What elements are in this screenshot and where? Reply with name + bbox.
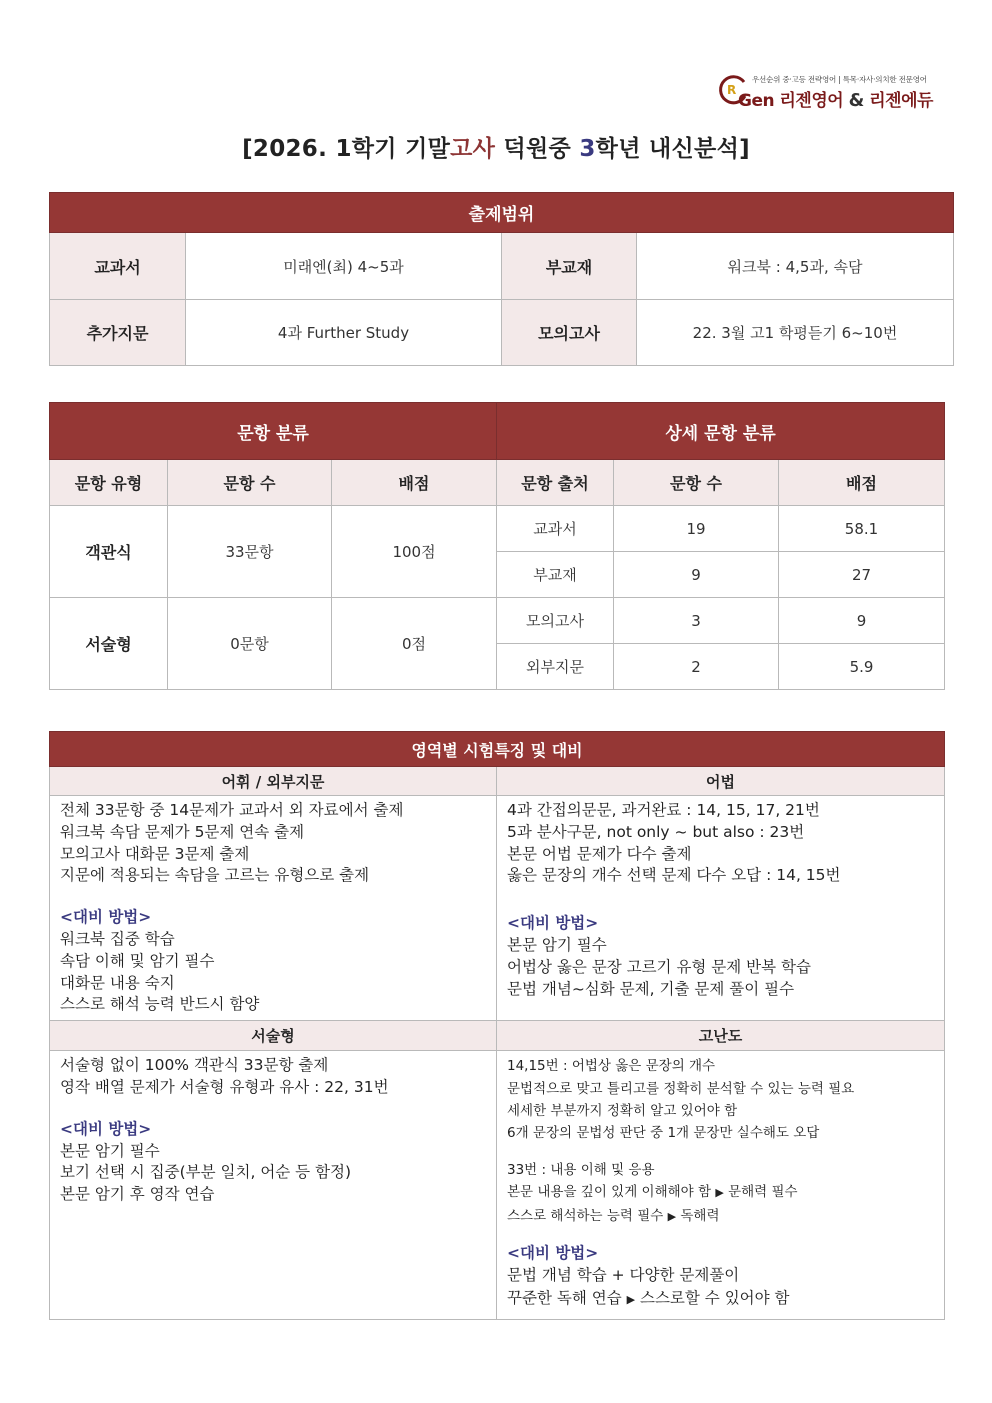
features-table xyxy=(49,731,945,1320)
column-header: 문항 수 xyxy=(168,460,332,506)
grammar-prep-line: 문법 개념~심화 문제, 기출 문제 풀이 필수 xyxy=(507,979,795,998)
logo-tagline: 우선순위 중·고등 전략영어 | 특목·자사·의치한 전문영어 xyxy=(752,75,927,84)
question-count: 33문항 xyxy=(168,506,332,598)
features-header: 영역별 시험특징 및 대비 xyxy=(50,732,945,767)
grammar-prep-line: 어법상 옳은 문장 고르기 유형 문제 반복 학습 xyxy=(507,957,812,976)
difficulty-line: 문법적으로 맞고 틀리고를 정확히 분석할 수 있는 능력 필요 xyxy=(507,1080,855,1097)
arrow-right-icon: ▶ xyxy=(626,1292,636,1306)
vocab-section-title: 어휘 / 외부지문 xyxy=(50,767,497,796)
classification-header: 문항 분류 xyxy=(50,403,497,460)
column-header: 문항 출처 xyxy=(497,460,614,506)
essay-prep-title: <대비 방법> xyxy=(60,1119,152,1138)
table-row xyxy=(50,300,954,366)
table-row xyxy=(50,506,945,552)
detail-score: 9 xyxy=(779,598,945,644)
essay-line: 서술형 없이 100% 객관식 33문항 출제 xyxy=(60,1056,329,1075)
logo xyxy=(718,70,948,112)
logo-brand: Gen 리젠영어 & 리젠에듀 xyxy=(738,90,933,111)
exam-scope-table xyxy=(49,192,954,366)
question-score: 0점 xyxy=(332,598,497,690)
column-header: 문항 유형 xyxy=(50,460,168,506)
essay-prep-line: 보기 선택 시 집중(부분 일치, 어순 등 함정) xyxy=(60,1163,352,1182)
grammar-line: 4과 간접의문문, 과거완료 : 14, 15, 17, 21번 xyxy=(507,801,820,819)
scope-label: 모의고사 xyxy=(502,300,637,366)
essay-section-body xyxy=(50,1051,497,1320)
grammar-prep-title: <대비 방법> xyxy=(507,914,599,933)
vocab-prep-line: 스스로 해석 능력 반드시 함양 xyxy=(60,995,260,1014)
vocab-prep-line: 대화문 내용 숙지 xyxy=(60,973,175,992)
svg-text:R: R xyxy=(727,83,737,97)
vocab-prep-line: 속담 이해 및 암기 필수 xyxy=(60,951,215,970)
vocab-line: 워크북 속담 문제가 5문제 연속 출제 xyxy=(60,822,305,841)
vocab-prep-line: 워크북 집중 학습 xyxy=(60,929,175,948)
vocab-line: 지문에 적용되는 속담을 고르는 유형으로 출제 xyxy=(60,866,370,885)
scope-value: 4과 Further Study xyxy=(186,300,502,366)
detail-score: 27 xyxy=(779,552,945,598)
difficulty-section-body xyxy=(497,1051,945,1320)
grammar-prep-line: 본문 암기 필수 xyxy=(507,935,607,954)
scope-label: 교과서 xyxy=(50,233,186,300)
scope-label: 부교재 xyxy=(502,233,637,300)
question-type: 서술형 xyxy=(50,598,168,690)
exam-scope-header: 출제범위 xyxy=(50,193,954,233)
vocab-prep-title: <대비 방법> xyxy=(60,908,152,927)
grammar-section-body xyxy=(497,796,945,1021)
detail-count: 19 xyxy=(614,506,779,552)
question-score: 100점 xyxy=(332,506,497,598)
table-row xyxy=(50,233,954,300)
column-header: 배점 xyxy=(779,460,945,506)
difficulty-line: 33번 : 내용 이해 및 응용 xyxy=(507,1161,655,1178)
arrow-right-icon: ▶ xyxy=(667,1209,677,1223)
detail-score: 58.1 xyxy=(779,506,945,552)
arrow-right-icon: ▶ xyxy=(715,1186,724,1200)
scope-label: 추가지문 xyxy=(50,300,186,366)
page-title: [2026. 1학기 기말고사 덕원중 3학년 내신분석] xyxy=(242,136,750,162)
scope-value: 22. 3월 고1 학평듣기 6~10번 xyxy=(637,300,954,366)
detail-count: 3 xyxy=(614,598,779,644)
grammar-section-title: 어법 xyxy=(497,767,945,796)
essay-line: 영작 배열 문제가 서술형 유형과 유사 : 22, 31번 xyxy=(60,1077,389,1096)
vocab-line: 전체 33문항 중 14문제가 교과서 외 자료에서 출제 xyxy=(60,801,404,819)
difficulty-line: 6개 문장의 문법성 판단 중 1개 문장만 실수해도 오답 xyxy=(507,1125,820,1142)
difficulty-prep-title: <대비 방법> xyxy=(507,1244,599,1263)
difficulty-line: 14,15번 : 어법상 옳은 문장의 개수 xyxy=(507,1058,716,1075)
question-classification-table xyxy=(49,402,945,690)
difficulty-prep-line: 꾸준한 독해 연습 ▶ 스스로할 수 있어야 함 xyxy=(507,1288,790,1307)
detail-count: 9 xyxy=(614,552,779,598)
vocab-section-body xyxy=(50,796,497,1021)
detail-source: 외부지문 xyxy=(497,644,614,690)
scope-value: 워크북 : 4,5과, 속담 xyxy=(637,233,954,300)
question-type: 객관식 xyxy=(50,506,168,598)
detail-source: 교과서 xyxy=(497,506,614,552)
table-row xyxy=(50,598,945,644)
scope-value: 미래엔(최) 4~5과 xyxy=(186,233,502,300)
vocab-line: 모의고사 대화문 3문제 출제 xyxy=(60,844,250,863)
detail-source: 부교재 xyxy=(497,552,614,598)
column-header: 문항 수 xyxy=(614,460,779,506)
essay-prep-line: 본문 암기 후 영작 연습 xyxy=(60,1185,215,1204)
grammar-line: 옳은 문장의 개수 선택 문제 다수 오답 : 14, 15번 xyxy=(507,866,841,885)
difficulty-line: 스스로 해석하는 능력 필수 ▶ 독해력 xyxy=(507,1207,720,1224)
grammar-line: 본문 어법 문제가 다수 출제 xyxy=(507,844,692,863)
detail-source: 모의고사 xyxy=(497,598,614,644)
essay-prep-line: 본문 암기 필수 xyxy=(60,1141,160,1160)
essay-section-title: 서술형 xyxy=(50,1021,497,1051)
detail-classification-header: 상세 문항 분류 xyxy=(497,403,945,460)
question-count: 0문항 xyxy=(168,598,332,690)
detail-count: 2 xyxy=(614,644,779,690)
difficulty-line: 세세한 부분까지 정확히 알고 있어야 함 xyxy=(507,1102,738,1119)
difficulty-section-title: 고난도 xyxy=(497,1021,945,1051)
column-header: 배점 xyxy=(332,460,497,506)
detail-score: 5.9 xyxy=(779,644,945,690)
difficulty-prep-line: 문법 개념 학습 + 다양한 문제풀이 xyxy=(507,1266,740,1285)
difficulty-line: 본문 내용을 깊이 있게 이해해야 함 ▶ 문해력 필수 xyxy=(507,1184,798,1201)
grammar-line: 5과 분사구문, not only ~ but also : 23번 xyxy=(507,822,805,841)
